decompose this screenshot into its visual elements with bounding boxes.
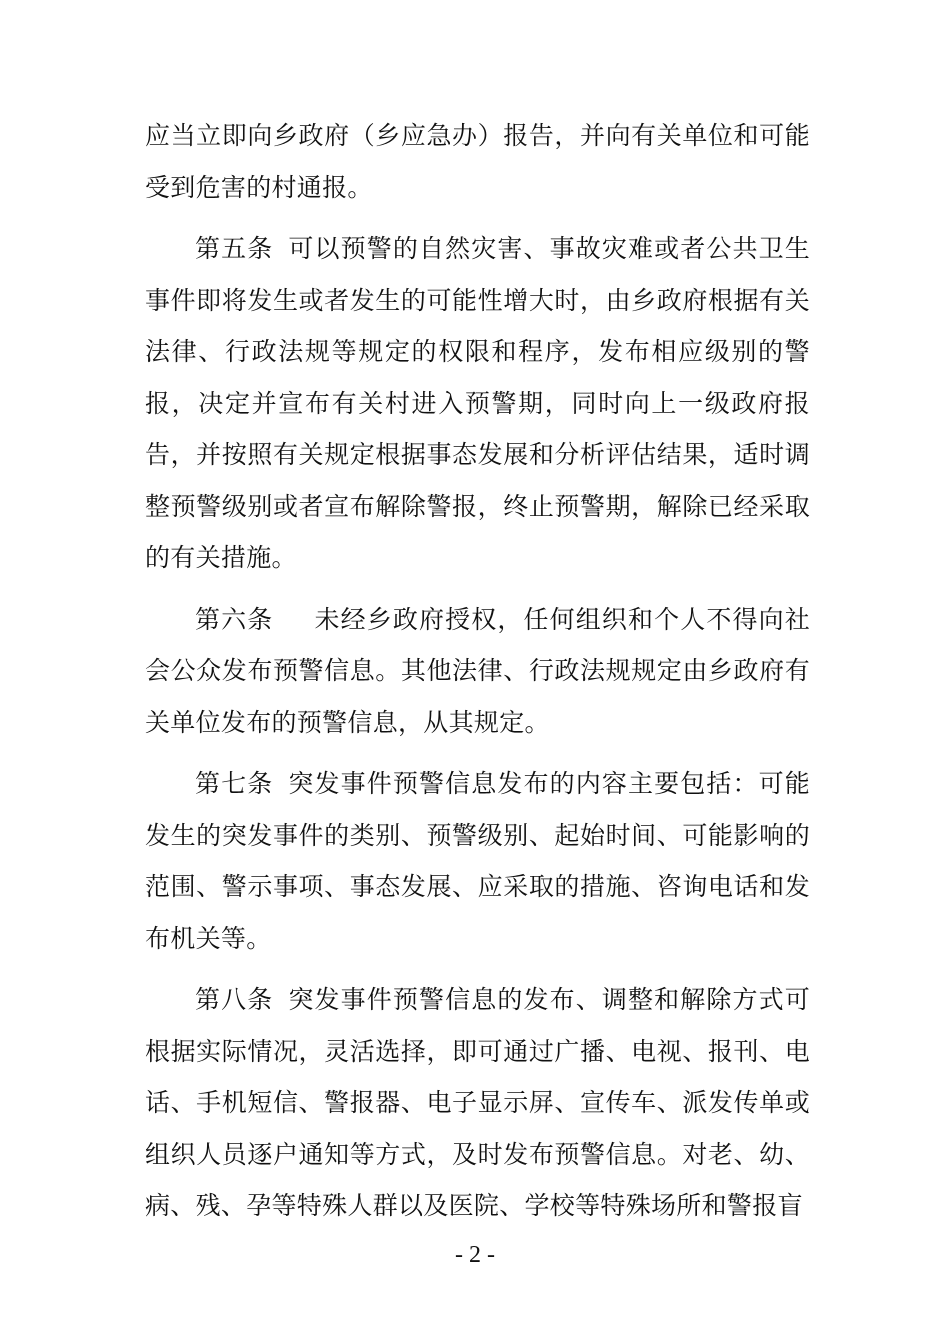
article-heading: 第八条 [195,985,274,1014]
paragraph-article-8 [145,974,810,1232]
paragraph-article-6 [145,594,810,749]
paragraph-text: 突发事件预警信息的发布、调整和解除方式可根据实际情况，灵活选择，即可通过广播、电视、报刊、电话、手机短信、警报器、电子显示屏、宣传车、派发传单或组织人员逐户通知等方式，及时发布预警信息。对老、幼、病、残、孕等特殊人群以及医院、学校等特殊场所和警报盲 [145,985,810,1220]
page-number: - 2 - [455,1242,495,1268]
article-heading: 第六条 [195,604,274,634]
paragraph-continuation [145,110,810,213]
paragraph-text: 未经乡政府授权，任何组织和个人不得向社会公众发布预警信息。其他法律、行政法规规定由乡政府有关单位发布的预警信息，从其规定。 [145,604,810,737]
article-heading: 第七条 [195,769,274,798]
document-body [145,110,810,1232]
paragraph-text: 可以预警的自然灾害、事故灾难或者公共卫生事件即将发生或者发生的可能性增大时，由乡政府根据有关法律、行政法规等规定的权限和程序，发布相应级别的警报，决定并宣布有关村进入预警期，同时向上一级政府报告，并按照有关规定根据事态发展和分析评估结果，适时调整预警级别或者宣布解除警报，终止预警期，解除已经采取的有关措施。 [145,234,810,572]
article-heading: 第五条 [195,234,274,263]
paragraph-text: 突发事件预警信息发布的内容主要包括：可能发生的突发事件的类别、预警级别、起始时间、可能影响的范围、警示事项、事态发展、应采取的措施、咨询电话和发布机关等。 [145,769,810,953]
paragraph-article-5 [145,223,810,584]
paragraph-text: 应当立即向乡政府（乡应急办）报告，并向有关单位和可能受到危害的村通报。 [145,121,810,202]
paragraph-article-7 [145,758,810,964]
